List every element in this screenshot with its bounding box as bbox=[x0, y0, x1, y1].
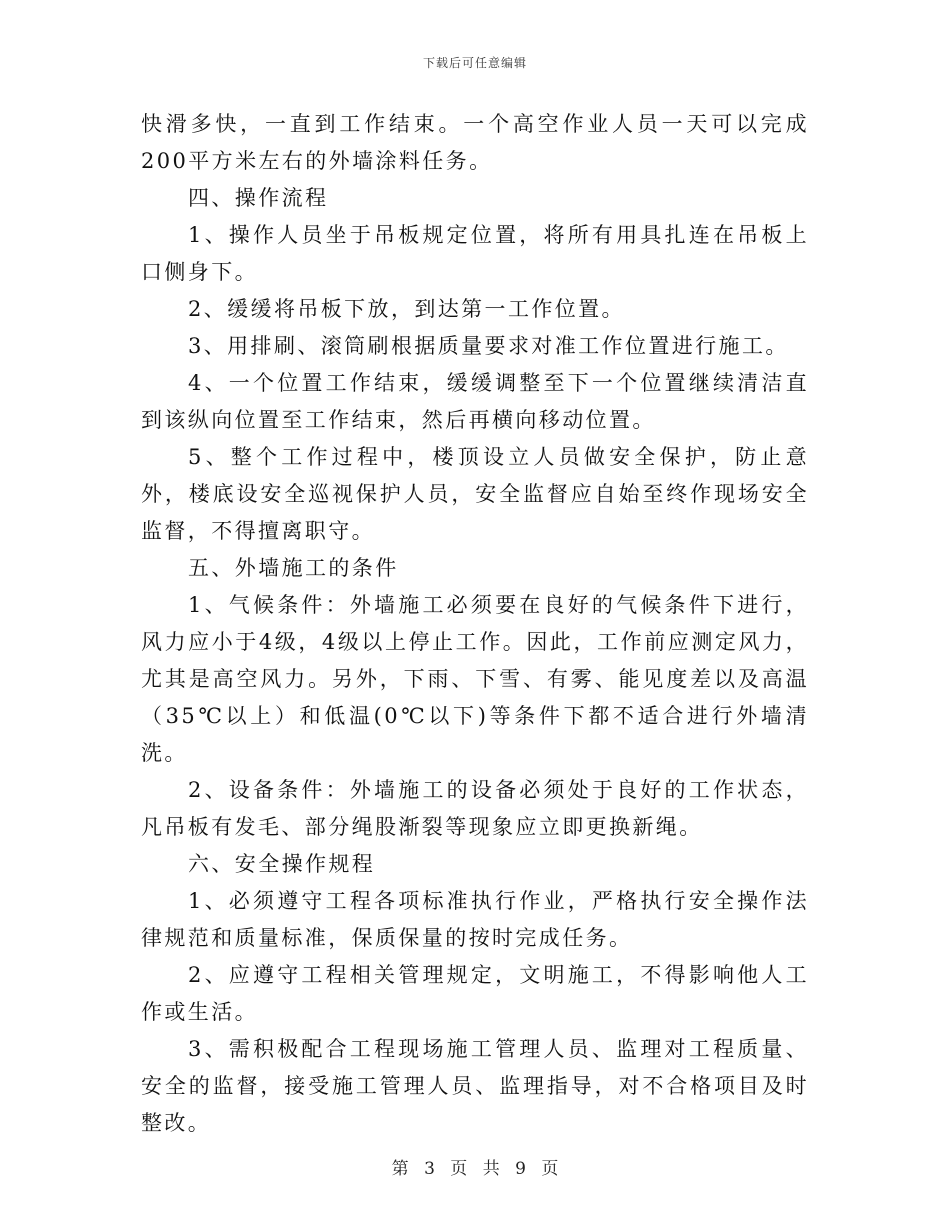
paragraph-weather-condition: 1、气候条件：外墙施工必须要在良好的气候条件下进行，风力应小于4级，4级以上停止工作。因此，工作前应测定风力，尤其是高空风力。另外，下雨、下雪、有雾、能见度差以及高温（35℃以上）和低温(0℃以下)等条件下都不适合进行外墙清洗。 bbox=[141, 593, 809, 765]
page-header: 下载后可任意编辑 bbox=[422, 56, 527, 70]
total-page-count: 9 bbox=[515, 1159, 526, 1179]
paragraph-step-3: 3、用排刷、滚筒刷根据质量要求对准工作位置进行施工。 bbox=[188, 334, 789, 358]
paragraph-step-5: 5、整个工作过程中，楼顶设立人员做安全保护，防止意外，楼底设安全巡视保护人员，安全监督应自始至终作现场安全监督，不得擅离职守。 bbox=[141, 445, 809, 543]
paragraph-rule-3: 3、需积极配合工程现场施工管理人员、监理对工程质量、安全的监督，接受施工管理人员、监理指导，对不合格项目及时整改。 bbox=[141, 1037, 809, 1135]
paragraph-equipment-condition: 2、设备条件：外墙施工的设备必须处于良好的工作状态，凡吊板有发毛、部分绳股渐裂等现象应立即更换新绳。 bbox=[141, 778, 809, 839]
footer-ye-2: 页 bbox=[541, 1159, 559, 1179]
page-footer bbox=[0, 1154, 950, 1179]
section-heading-5: 五、外墙施工的条件 bbox=[188, 556, 399, 580]
document-body bbox=[141, 106, 809, 1142]
paragraph-rule-2: 2、应遵守工程相关管理规定，文明施工，不得影响他人工作或生活。 bbox=[141, 963, 809, 1024]
footer-ye: 页 bbox=[450, 1159, 468, 1179]
paragraph-intro: 快滑多快，一直到工作结束。一个高空作业人员一天可以完成200平方米左右的外墙涂料任务。 bbox=[141, 112, 809, 173]
section-heading-4: 四、操作流程 bbox=[188, 186, 329, 210]
paragraph-step-4: 4、一个位置工作结束，缓缓调整至下一个位置继续清洁直到该纵向位置至工作结束，然后再横向移动位置。 bbox=[141, 371, 809, 432]
footer-gong: 共 bbox=[482, 1159, 500, 1179]
footer-di: 第 bbox=[391, 1159, 409, 1179]
section-heading-6: 六、安全操作规程 bbox=[188, 852, 376, 876]
current-page-number: 3 bbox=[424, 1159, 435, 1179]
paragraph-rule-1: 1、必须遵守工程各项标准执行作业，严格执行安全操作法律规范和质量标准，保质保量的按时完成任务。 bbox=[141, 889, 809, 950]
paragraph-step-1: 1、操作人员坐于吊板规定位置，将所有用具扎连在吊板上口侧身下。 bbox=[141, 223, 809, 284]
paragraph-step-2: 2、缓缓将吊板下放，到达第一工作位置。 bbox=[188, 297, 625, 321]
